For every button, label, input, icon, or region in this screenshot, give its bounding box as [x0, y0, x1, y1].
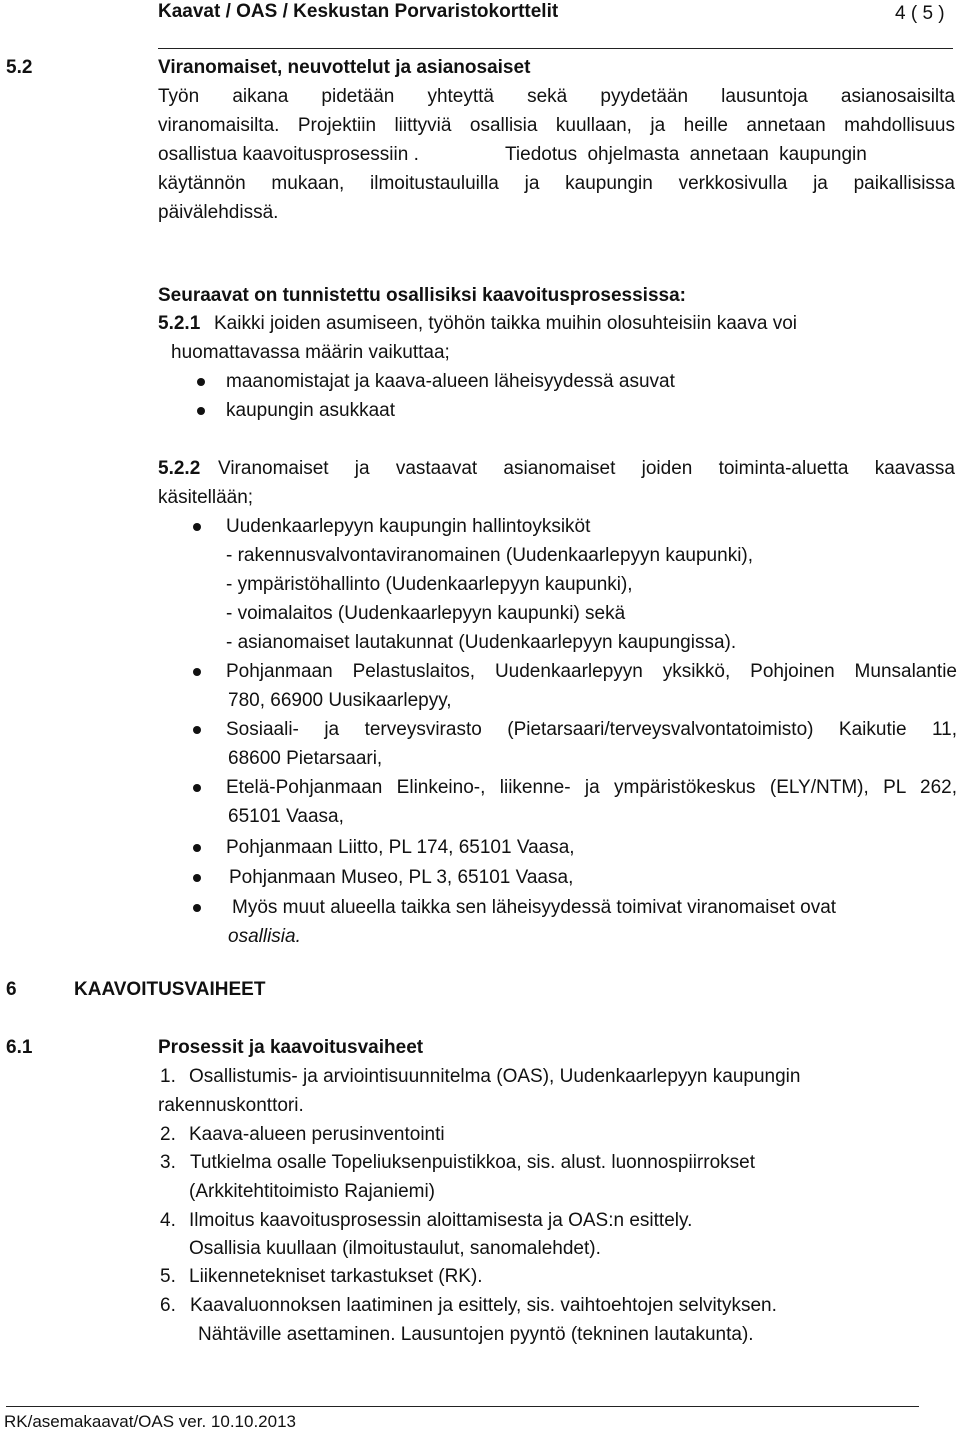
- step-text: Kaavaluonnoksen laatiminen ja esittely, sis. vaihtoehtojen selvityksen.: [190, 1295, 777, 1316]
- section-5-2-2-line: Viranomaiset ja vastaavat asianomaiset joiden toiminta-aluetta kaavassa: [218, 458, 955, 479]
- footer-text: RK/asemakaavat/OAS ver. 10.10.2013: [4, 1412, 297, 1431]
- section-5-2-2-line: käsitellään;: [158, 487, 254, 508]
- section-5-2-text-line: päivälehdissä.: [158, 202, 279, 223]
- list-item: maanomistajat ja kaava-alueen läheisyydessä asuvat: [226, 371, 675, 392]
- list-item: Pohjanmaan Museo, PL 3, 65101 Vaasa,: [229, 867, 574, 888]
- step-text: Nähtäville asettaminen. Lausuntojen pyyntö (tekninen lautakunta).: [198, 1324, 754, 1345]
- section-5-2-1-line: Kaikki joiden asumiseen, työhön taikka muihin olosuhteisiin kaava voi: [214, 313, 797, 334]
- step-text: Liikennetekniset tarkastukset (RK).: [189, 1266, 483, 1287]
- section-6-title: KAAVOITUSVAIHEET: [74, 979, 266, 1000]
- section-6-1-title: Prosessit ja kaavoitusvaiheet: [158, 1037, 424, 1058]
- section-5-2-text-line: osallistua kaavoitusprosessiin .: [158, 144, 419, 165]
- section-5-2-text-line: käytännön mukaan, ilmoitustauluilla ja kaupungin verkkosivulla ja paikallisissa: [158, 173, 955, 194]
- section-5-2-text-line: Tiedotus ohjelmasta annetaan kaupungin: [505, 144, 867, 165]
- bullet-icon: [193, 668, 201, 676]
- list-item: Myös muut alueella taikka sen läheisyydessä toimivat viranomaiset ovat: [232, 897, 837, 918]
- header-rule: [158, 48, 953, 49]
- list-item-continuation: osallisia.: [228, 926, 301, 947]
- step-text: Osallistumis- ja arviointisuunnitelma (OAS), Uudenkaarlepyyn kaupungin: [189, 1066, 801, 1087]
- section-5-2-1-line: huomattavassa määrin vaikuttaa;: [171, 342, 450, 363]
- step-number: 1.: [160, 1066, 176, 1087]
- section-5-2-number: 5.2: [6, 57, 33, 78]
- section-5-2-text-line: Työn aikana pidetään yhteyttä sekä pyydetään lausuntoja asianosaisilta: [158, 86, 955, 107]
- sub-list-item: - voimalaitos (Uudenkaarlepyyn kaupunki) sekä: [226, 603, 626, 624]
- bullet-icon: [193, 904, 201, 912]
- bullet-icon: [193, 784, 201, 792]
- step-number: 4.: [160, 1210, 176, 1231]
- step-number: 5.: [160, 1266, 176, 1287]
- sub-list-item: - rakennusvalvontaviranomainen (Uudenkaarlepyyn kaupunki),: [226, 545, 754, 566]
- list-item: Uudenkaarlepyyn kaupungin hallintoyksiköt: [226, 516, 591, 537]
- section-5-2-2-number: 5.2.2: [158, 458, 201, 479]
- sub-list-item: - asianomaiset lautakunnat (Uudenkaarlepyyn kaupungissa).: [226, 632, 737, 653]
- list-item-continuation: 68600 Pietarsaari,: [228, 748, 383, 769]
- step-number: 6.: [160, 1295, 176, 1316]
- step-text: Osallisia kuullaan (ilmoitustaulut, sanomalehdet).: [189, 1238, 601, 1259]
- step-text: Kaava-alueen perusinventointi: [189, 1124, 445, 1145]
- step-text: (Arkkitehtitoimisto Rajaniemi): [189, 1181, 436, 1202]
- list-item-continuation: 65101 Vaasa,: [228, 806, 344, 827]
- step-number: 3.: [160, 1152, 176, 1173]
- section-5-2-text-line: viranomaisilta. Projektiin liittyviä osallisia kuullaan, ja heille annetaan mahdollisuus: [158, 115, 955, 136]
- bullet-icon: [197, 378, 205, 386]
- section-5-2-1-number: 5.2.1: [158, 313, 201, 334]
- bullet-icon: [193, 844, 201, 852]
- page-number: 4 ( 5 ): [895, 3, 945, 24]
- step-text: Ilmoitus kaavoitusprosessin aloittamisesta ja OAS:n esittely.: [189, 1210, 693, 1231]
- list-item: Sosiaali- ja terveysvirasto (Pietarsaari/terveysvalvontatoimisto) Kaikutie 11,: [226, 719, 957, 740]
- list-item-continuation: 780, 66900 Uusikaarlepyy,: [228, 690, 452, 711]
- bullet-icon: [193, 523, 201, 531]
- footer-rule: [6, 1406, 919, 1407]
- list-item: Pohjanmaan Pelastuslaitos, Uudenkaarlepyyn yksikkö, Pohjoinen Munsalantie: [226, 661, 957, 682]
- step-number: 2.: [160, 1124, 176, 1145]
- step-text: rakennuskonttori.: [158, 1095, 304, 1116]
- list-item: Etelä-Pohjanmaan Elinkeino-, liikenne- ja ympäristökeskus (ELY/NTM), PL 262,: [226, 777, 957, 798]
- section-6-number: 6: [6, 979, 17, 1000]
- identified-parties-heading: Seuraavat on tunnistettu osallisiksi kaavoitusprosessissa:: [158, 285, 686, 306]
- list-item: kaupungin asukkaat: [226, 400, 396, 421]
- bullet-icon: [197, 407, 205, 415]
- step-text: Tutkielma osalle Topeliuksenpuistikkoa, sis. alust. luonnospiirrokset: [190, 1152, 755, 1173]
- bullet-icon: [193, 874, 201, 882]
- bullet-icon: [193, 726, 201, 734]
- document-header-title: Kaavat / OAS / Keskustan Porvaristokorttelit: [158, 1, 559, 22]
- list-item: Pohjanmaan Liitto, PL 174, 65101 Vaasa,: [226, 837, 575, 858]
- section-5-2-title: Viranomaiset, neuvottelut ja asianosaiset: [158, 57, 531, 78]
- sub-list-item: - ympäristöhallinto (Uudenkaarlepyyn kaupunki),: [226, 574, 633, 595]
- section-6-1-number: 6.1: [6, 1037, 33, 1058]
